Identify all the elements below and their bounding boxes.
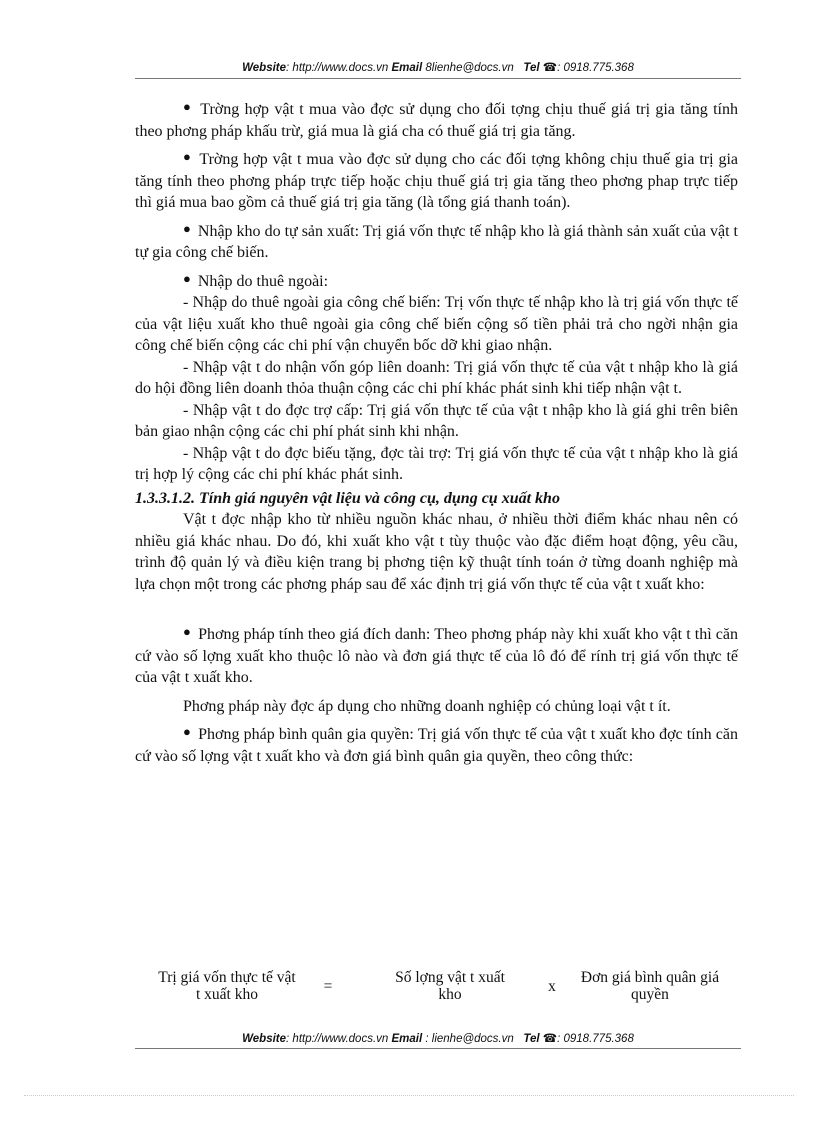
paragraph-dash: - Nhập do thuê ngoài gia công chế biến: Trị vốn thực tế nhập kho là trị giá vốn thực tế của vật liệu xuất kho thuê ngoài gia công chế biến cộng số tiền phải trả cho ngời nhận gia công chế biến cộng các chi phí vận chuyển bốc dỡ khi giao nhận. [135,294,738,354]
paragraph-bullet [135,99,738,142]
page-edge-divider [24,1095,794,1096]
bullet-icon: ● [183,624,191,639]
header-email-value[interactable]: 8lienhe@docs.vn [422,62,514,74]
paragraph-text: Nhập kho do tự sản xuất: Trị giá vốn thực tế nhập kho là giá thành sản xuất của vật t tự gia công chế biến. [135,222,739,261]
paragraph-bullet [135,271,738,293]
header-email-label: Email [391,62,423,74]
footer-tel-label: Tel [523,1033,540,1045]
formula [135,969,741,1025]
formula-lhs: Trị giá vốn thực tế vật t xuất kho [158,969,296,1003]
header-website-label: Website [242,62,287,74]
paragraph-text: Trờng hợp vật t mua vào đợc sử dụng cho các đối tợng không chịu thuế gia trị gia tăng tính theo phơng pháp trực tiếp hoặc chịu thuế giá trị gia tăng theo phơng phap trực tiếp thì giá mua bao gồm cả thuế giá trị gia tăng (là tổng giá thanh toán). [135,151,739,211]
footer-email-label: Email [391,1033,423,1045]
paragraph-bullet [135,149,738,214]
paragraph-dash: - Nhập vật t do nhận vốn góp liên doanh: Trị giá vốn thực tế của vật t nhập kho là giá do hội đồng liên doanh thỏa thuận cộng các chi phí khác phát sinh khi tiếp nhận vật t. [135,358,738,397]
header-divider [135,78,741,79]
paragraph-dash: - Nhập vật t do đợc trợ cấp: Trị giá vốn thực tế của vật t nhập kho là giá ghi trên biên bản giao nhận cộng các chi phí phát sinh khi nhận. [135,401,738,440]
paragraph-bullet [135,221,738,264]
paragraph-bullet [135,624,738,689]
paragraph-text: Phơng pháp tính theo giá đích danh: Theo phơng pháp này khi xuất kho vật t thì căn cứ vào số lợng xuất kho thuộc lô nào và đơn giá thực tế của lô đó để rính trị giá vốn thực tế của vật t xuất kho. [135,626,739,686]
bullet-icon: ● [183,149,192,164]
paragraph-text: Nhập do thuê ngoài: [197,272,329,290]
footer-website-label: Website [242,1033,287,1045]
formula-times: x [548,978,556,995]
page-footer [135,1031,741,1045]
bullet-icon: ● [183,724,191,739]
bullet-icon: ● [183,270,191,286]
footer-tel-value: : 0918.775.368 [557,1033,634,1045]
paragraph-dash: - Nhập vật t do đợc biếu tặng, đợc tài trợ: Trị giá vốn thực tế của vật t nhập kho là giá trị hợp lý cộng các chi phí khác phát sinh. [135,444,738,483]
header-website-url[interactable]: : http://www.docs.vn [286,62,389,74]
paragraph-text: Trờng hợp vật t mua vào đợc sử dụng cho đối tợng chịu thuế giá trị gia tăng tính theo phơng pháp khấu trừ, giá mua là giá cha có thuế giá trị gia tăng. [135,101,738,140]
footer-website-url[interactable]: : http://www.docs.vn [286,1033,389,1045]
formula-quantity: Số lợng vật t xuất kho [395,969,505,1003]
formula-unit-price: Đơn giá bình quân giá quyền [580,969,720,1003]
footer-email-value[interactable]: : lienhe@docs.vn [422,1033,514,1045]
phone-icon: ☎ [542,62,558,74]
bullet-icon: ● [183,220,191,236]
document-body [135,99,738,767]
section-heading: 1.3.3.1.2. Tính giá nguyên vật liệu và công cụ, dụng cụ xuất kho [135,489,560,507]
header-tel-value: : 0918.775.368 [557,62,634,74]
paragraph-text: Phơng pháp bình quân gia quyền: Trị giá vốn thực tế của vật t xuất kho đợc tính căn cứ vào số lợng vật t xuất kho và đơn giá bình quân gia quyền, theo công thức: [135,726,738,765]
paragraph-bullet [135,724,738,767]
spacer [135,595,738,617]
footer-divider [135,1048,741,1049]
phone-icon: ☎ [542,1033,558,1045]
bullet-icon: ● [183,99,193,114]
paragraph: Vật t đợc nhập kho từ nhiều nguồn khác nhau, ở nhiều thời điểm khác nhau nên có nhiều giá khác nhau. Do đó, khi xuất kho vật t tùy thuộc vào đặc điểm hoạt động, yêu cầu, trình độ quản lý và điều kiện trang bị phơng tiện kỹ thuật tính toán ở từng doanh nghiệp mà lựa chọn một trong các phơng pháp sau để xác định trị giá vốn thực tế của vật t xuất kho: [135,511,738,593]
formula-equals: = [323,978,333,995]
page-header [135,60,741,74]
paragraph: Phơng pháp này đợc áp dụng cho những doanh nghiệp có chủng loại vật t ít. [183,697,671,715]
header-tel-label: Tel [523,62,540,74]
